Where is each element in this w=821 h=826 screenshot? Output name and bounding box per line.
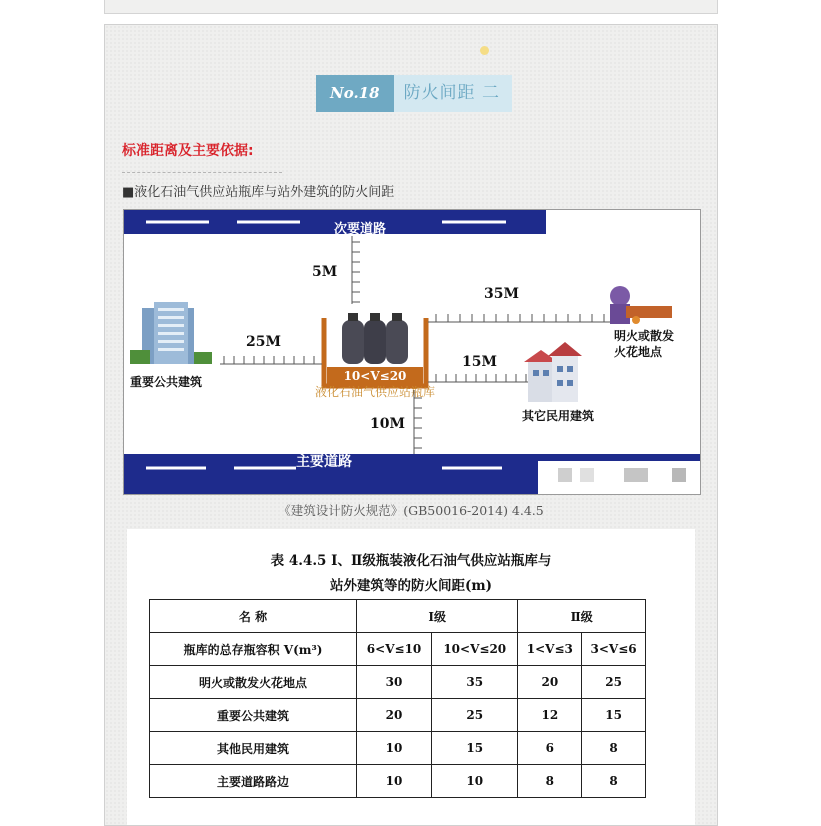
watermark-block <box>580 468 594 482</box>
header-grade2: Ⅱ级 <box>518 600 646 633</box>
cell: 1<V≤3 <box>518 633 582 666</box>
cell: 15 <box>432 732 518 765</box>
cell: 10 <box>357 765 432 798</box>
ruler-public <box>220 356 322 364</box>
ruler-civil <box>428 374 530 382</box>
row-name: 重要公共建筑 <box>150 699 357 732</box>
header-grade1: Ⅰ级 <box>357 600 518 633</box>
cell: 10 <box>357 732 432 765</box>
watermark-block <box>558 468 572 482</box>
row-name: 其他民用建筑 <box>150 732 357 765</box>
ruler-secondary <box>352 236 360 304</box>
watermark-block <box>672 468 686 482</box>
open-fire-icon <box>610 286 672 324</box>
distance-table <box>149 599 646 798</box>
civil-building-label: 其它民用建筑 <box>522 409 595 423</box>
cell: 8 <box>582 765 646 798</box>
table-row <box>150 732 646 765</box>
station-label: 液化石油气供应站瓶库 <box>314 385 436 399</box>
row-name: 主要道路路边 <box>150 765 357 798</box>
previous-card-edge <box>104 0 718 14</box>
open-fire-label-2: 火花地点 <box>614 345 663 359</box>
section-number: No.18 <box>316 75 394 112</box>
main-road-label: 主要道路 <box>296 454 352 470</box>
table-title-line1: 表 4.4.5 Ⅰ、Ⅱ级瓶装液化石油气供应站瓶库与 <box>270 553 552 569</box>
cell: 8 <box>518 765 582 798</box>
open-fire-label-1: 明火或散发 <box>614 329 675 343</box>
gas-cylinders-icon <box>342 313 408 364</box>
section-title: 防火间距 二 <box>394 75 512 112</box>
watermark-block <box>624 468 648 482</box>
decorative-dot <box>480 46 489 55</box>
secondary-road-label: 次要道路 <box>334 222 387 237</box>
table-title-line2: 站外建筑等的防火间距(m) <box>329 578 493 594</box>
cell: 30 <box>357 666 432 699</box>
row-name: 明火或散发火花地点 <box>150 666 357 699</box>
source-caption: 《建筑设计防火规范》(GB50016-2014) 4.4.5 <box>278 503 544 518</box>
public-building-icon <box>130 302 212 364</box>
table-row <box>150 633 646 666</box>
cell: 20 <box>518 666 582 699</box>
cell: 35 <box>432 666 518 699</box>
cell: 20 <box>357 699 432 732</box>
row-name: 瓶库的总存瓶容积 V(m³) <box>150 633 357 666</box>
volume-label: 10<V≤20 <box>343 369 407 383</box>
dist-fire-label: 35M <box>484 286 519 302</box>
dist-civil-label: 15M <box>462 354 497 370</box>
standard-heading: 标准距离及主要依据: <box>122 143 254 159</box>
header-name: 名 称 <box>150 600 357 633</box>
subheading: ■液化石油气供应站瓶库与站外建筑的防火间距 <box>122 185 395 200</box>
cell: 3<V≤6 <box>582 633 646 666</box>
content-card <box>104 24 718 826</box>
table-row <box>150 699 646 732</box>
public-building-label: 重要公共建筑 <box>130 375 203 389</box>
ruler-fire <box>428 314 610 322</box>
section-badge <box>316 75 512 112</box>
dist-main-label: 10M <box>370 416 405 432</box>
ruler-main <box>414 390 422 454</box>
regulation-table-image <box>127 529 695 826</box>
cell: 12 <box>518 699 582 732</box>
table-row <box>150 765 646 798</box>
cell: 25 <box>582 666 646 699</box>
table-header-row <box>150 600 646 633</box>
civil-building-icon <box>524 342 582 402</box>
cell: 8 <box>582 732 646 765</box>
table-row <box>150 666 646 699</box>
dashed-divider <box>122 172 282 173</box>
cell: 6 <box>518 732 582 765</box>
cell: 15 <box>582 699 646 732</box>
diagram-svg <box>124 210 700 494</box>
dist-public-label: 25M <box>246 334 281 350</box>
cell: 6<V≤10 <box>357 633 432 666</box>
cell: 10<V≤20 <box>432 633 518 666</box>
cell: 25 <box>432 699 518 732</box>
cell: 10 <box>432 765 518 798</box>
dist-secondary-label: 5M <box>312 264 338 280</box>
distance-diagram <box>123 209 701 495</box>
